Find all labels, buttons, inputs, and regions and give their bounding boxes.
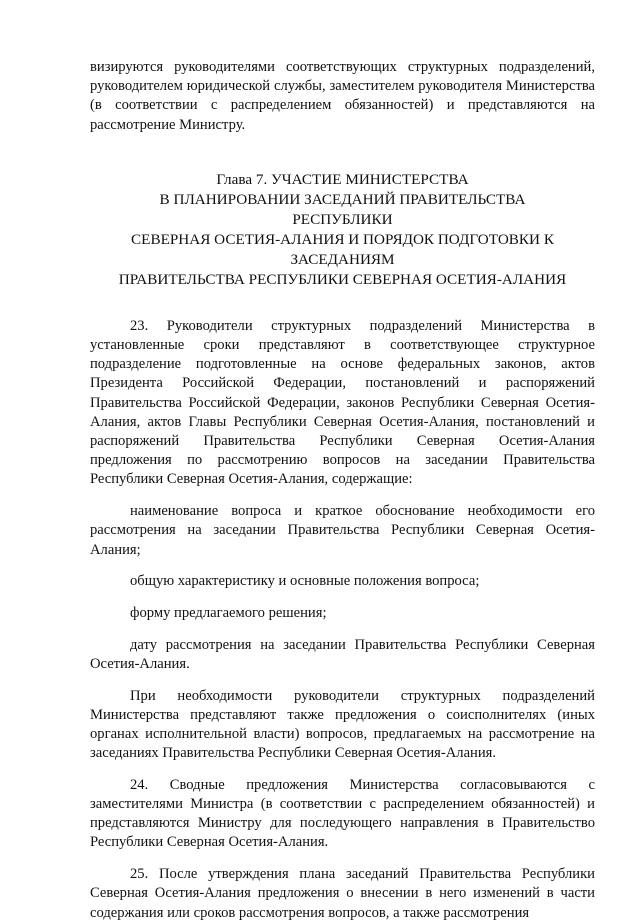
list-item-question-name: наименование вопроса и краткое обоснование необходимости его рассмотрения на заседании Правительства Республики Северная Осетия-Алания; [90, 503, 595, 558]
heading-line: ЗАСЕДАНИЯМ [290, 250, 395, 268]
heading-line: ПРАВИТЕЛЬСТВА РЕСПУБЛИКИ СЕВЕРНАЯ ОСЕТИЯ-АЛАНИЯ [118, 270, 567, 288]
list-item-characteristics: общую характеристику и основные положения вопроса; [130, 573, 480, 590]
intro-paragraph: визируются руководителями соответствующих структурных подразделений, руководителем юридической службы, заместителем руководителя Министерства (в соответствии с распределением обязанностей) и представляются на рассмотрение Министру. [90, 59, 595, 133]
heading-line: СЕВЕРНАЯ ОСЕТИЯ-АЛАНИЯ И ПОРЯДОК ПОДГОТОВКИ К [131, 230, 554, 248]
paragraph-24: 24. Сводные предложения Министерства согласовываются с заместителями Министра (в соответствии с распределением обязанностей) и представляются Министру для последующего направления в Правительство Республики Северная Осетия-Алания. [90, 776, 595, 851]
document-page [90, 58, 595, 923]
heading-line: В ПЛАНИРОВАНИИ ЗАСЕДАНИЙ ПРАВИТЕЛЬСТВА [159, 190, 526, 208]
list-item-decision-form: форму предлагаемого решения; [130, 604, 327, 621]
paragraph-25: 25. После утверждения плана заседаний Правительства Республики Северная Осетия-Алания предложения о внесении в него изменений в части содержания или сроков рассмотрения вопросов, а также рассмотрения [90, 866, 595, 921]
paragraph-23: 23. Руководители структурных подразделений Министерства в установленные сроки представляют в соответствующее структурное подразделение подготовленные на основе федеральных законов, актов Президента Российской Федерации, постановлений и распоряжений Правительства Российской Федерации, законов Республики Северная Осетия-Алания, актов Главы Республики Северная Осетия-Алания, постановлений и распоряжений Правительства Республики Северная Осетия-Алания предложения по рассмотрению вопросов на заседании Правительства Республики Северная Осетия-Алания, содержащие: [90, 317, 595, 488]
list-item-review-date: дату рассмотрения на заседании Правительства Республики Северная Осетия-Алания. [90, 636, 595, 672]
heading-line: Глава 7. УЧАСТИЕ МИНИСТЕРСТВА [216, 170, 469, 188]
heading-line: РЕСПУБЛИКИ [292, 210, 393, 228]
paragraph-co-executors: При необходимости руководители структурных подразделений Министерства представляют также предложения о соисполнителях (иных органах исполнительной власти) вопросов, предлагаемых на рассмотрение на заседаниях Правительства Республики Северная Осетия-Алания. [90, 687, 595, 762]
chapter-heading [90, 170, 595, 290]
